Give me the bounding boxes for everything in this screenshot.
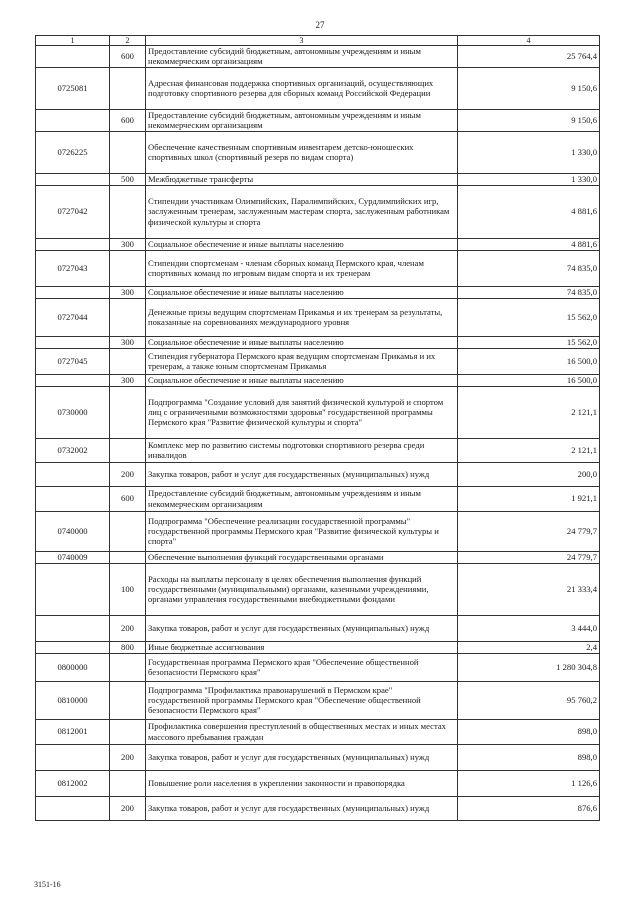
expense-description: Подпрограмма "Профилактика правонарушений в Пермском крае" государственной программы Пермского края "Обеспечение общественной безопасности Пермского края" bbox=[146, 681, 458, 719]
column-header-kind: 2 bbox=[110, 36, 146, 46]
table-row bbox=[36, 551, 600, 563]
table-row bbox=[36, 438, 600, 462]
expense-type-code bbox=[110, 681, 146, 719]
amount-value: 24 779,7 bbox=[458, 551, 600, 563]
amount-value: 74 835,0 bbox=[458, 286, 600, 298]
expense-type-code: 600 bbox=[110, 46, 146, 68]
amount-value: 1 126,6 bbox=[458, 770, 600, 796]
table-row bbox=[36, 511, 600, 551]
target-article-code: 0725081 bbox=[36, 67, 110, 109]
amount-value: 24 779,7 bbox=[458, 511, 600, 551]
table-row bbox=[36, 250, 600, 286]
target-article-code bbox=[36, 109, 110, 131]
expense-type-code bbox=[110, 551, 146, 563]
expense-description: Подпрограмма "Обеспечение реализации государственной программы" государственной программы Пермского края "Развитие физической культуры и спорта" bbox=[146, 511, 458, 551]
expense-description: Предоставление субсидий бюджетным, автономным учреждениям и иным некоммерческим организациям bbox=[146, 109, 458, 131]
target-article-code bbox=[36, 46, 110, 68]
amount-value: 74 835,0 bbox=[458, 250, 600, 286]
expense-description: Закупка товаров, работ и услуг для государственных (муниципальных) нужд bbox=[146, 796, 458, 820]
amount-value: 15 562,0 bbox=[458, 298, 600, 336]
table-row bbox=[36, 486, 600, 511]
expense-type-code: 300 bbox=[110, 238, 146, 250]
target-article-code bbox=[36, 486, 110, 511]
expense-type-code: 300 bbox=[110, 336, 146, 348]
expense-type-code bbox=[110, 131, 146, 173]
expense-description: Предоставление субсидий бюджетным, автономным учреждениям и иным некоммерческим организациям bbox=[146, 486, 458, 511]
target-article-code: 0727045 bbox=[36, 348, 110, 374]
amount-value: 876,6 bbox=[458, 796, 600, 820]
amount-value: 1 330,0 bbox=[458, 173, 600, 185]
expense-type-code: 100 bbox=[110, 563, 146, 615]
column-header-description: 3 bbox=[146, 36, 458, 46]
expense-type-code bbox=[110, 511, 146, 551]
expense-description: Закупка товаров, работ и услуг для государственных (муниципальных) нужд bbox=[146, 462, 458, 486]
expense-description: Иные бюджетные ассигнования bbox=[146, 641, 458, 653]
table-row bbox=[36, 238, 600, 250]
table-row bbox=[36, 185, 600, 238]
target-article-code bbox=[36, 374, 110, 386]
table-body bbox=[36, 46, 600, 821]
budget-table bbox=[35, 35, 600, 821]
target-article-code bbox=[36, 796, 110, 820]
expense-description: Расходы на выплаты персоналу в целях обеспечения выполнения функций государственными (муниципальными) органами, казенными учреждениями, органами управления государственными внебюджетными фондами bbox=[146, 563, 458, 615]
expense-type-code: 800 bbox=[110, 641, 146, 653]
table-row bbox=[36, 286, 600, 298]
target-article-code bbox=[36, 286, 110, 298]
target-article-code bbox=[36, 744, 110, 770]
expense-description: Стипендии спортсменам - членам сборных команд Пермского края, членам спортивных команд по игровым видам спорта и их тренерам bbox=[146, 250, 458, 286]
amount-value: 9 150,6 bbox=[458, 109, 600, 131]
target-article-code bbox=[36, 462, 110, 486]
expense-type-code bbox=[110, 348, 146, 374]
amount-value: 200,0 bbox=[458, 462, 600, 486]
target-article-code: 0740000 bbox=[36, 511, 110, 551]
expense-description: Повышение роли населения в укреплении законности и правопорядка bbox=[146, 770, 458, 796]
table-row bbox=[36, 109, 600, 131]
expense-description: Адресная финансовая поддержка спортивных организаций, осуществляющих подготовку спортивного резерва для сборных команд Российской Федерации bbox=[146, 67, 458, 109]
target-article-code bbox=[36, 641, 110, 653]
amount-value: 2 121,1 bbox=[458, 438, 600, 462]
expense-description: Стипендии участникам Олимпийских, Паралимпийских, Сурдлимпийских игр, заслуженным тренерам, заслуженным мастерам спорта, заслуженным работникам физической культуры и спорта bbox=[146, 185, 458, 238]
expense-type-code bbox=[110, 250, 146, 286]
table-row bbox=[36, 641, 600, 653]
expense-description: Предоставление субсидий бюджетным, автономным учреждениям и иным некоммерческим организациям bbox=[146, 46, 458, 68]
column-header-code: 1 bbox=[36, 36, 110, 46]
target-article-code bbox=[36, 238, 110, 250]
column-header-amount: 4 bbox=[458, 36, 600, 46]
expense-type-code: 600 bbox=[110, 109, 146, 131]
expense-type-code bbox=[110, 298, 146, 336]
target-article-code bbox=[36, 173, 110, 185]
expense-description: Стипендия губернатора Пермского края ведущим спортсменам Прикамья и их тренерам, а также юным спортсменам Прикамья bbox=[146, 348, 458, 374]
expense-type-code: 200 bbox=[110, 796, 146, 820]
amount-value: 4 881,6 bbox=[458, 238, 600, 250]
amount-value: 16 500,0 bbox=[458, 348, 600, 374]
expense-type-code bbox=[110, 770, 146, 796]
expense-type-code: 200 bbox=[110, 462, 146, 486]
expense-description: Обеспечение выполнения функций государственными органами bbox=[146, 551, 458, 563]
target-article-code bbox=[36, 615, 110, 641]
target-article-code: 0810000 bbox=[36, 681, 110, 719]
target-article-code: 0727044 bbox=[36, 298, 110, 336]
expense-type-code bbox=[110, 719, 146, 744]
expense-description: Социальное обеспечение и иные выплаты населению bbox=[146, 336, 458, 348]
expense-type-code: 300 bbox=[110, 374, 146, 386]
expense-description: Государственная программа Пермского края "Обеспечение общественной безопасности Пермского края" bbox=[146, 653, 458, 681]
expense-description: Подпрограмма "Создание условий для занятий физической культурой и спортом лиц с ограниченными возможностями здоровья" государственной программы Пермского края "Развитие физической культуры и спорта" bbox=[146, 386, 458, 438]
table-row bbox=[36, 348, 600, 374]
amount-value: 9 150,6 bbox=[458, 67, 600, 109]
table-row bbox=[36, 46, 600, 68]
table-row bbox=[36, 298, 600, 336]
target-article-code bbox=[36, 336, 110, 348]
expense-description: Социальное обеспечение и иные выплаты населению bbox=[146, 286, 458, 298]
expense-description: Денежные призы ведущим спортсменам Прикамья и их тренерам за результаты, показанные на соревнованиях международного уровня bbox=[146, 298, 458, 336]
expense-description: Межбюджетные трансферты bbox=[146, 173, 458, 185]
expense-type-code: 200 bbox=[110, 615, 146, 641]
table-row bbox=[36, 744, 600, 770]
table-row bbox=[36, 615, 600, 641]
table-row bbox=[36, 386, 600, 438]
amount-value: 25 764,4 bbox=[458, 46, 600, 68]
target-article-code: 0800000 bbox=[36, 653, 110, 681]
target-article-code: 0727043 bbox=[36, 250, 110, 286]
target-article-code: 0726225 bbox=[36, 131, 110, 173]
amount-value: 16 500,0 bbox=[458, 374, 600, 386]
table-row bbox=[36, 653, 600, 681]
target-article-code: 0732002 bbox=[36, 438, 110, 462]
target-article-code: 0812002 bbox=[36, 770, 110, 796]
table-row bbox=[36, 770, 600, 796]
table-row bbox=[36, 462, 600, 486]
table-row bbox=[36, 173, 600, 185]
amount-value: 3 444,0 bbox=[458, 615, 600, 641]
table-row bbox=[36, 374, 600, 386]
table-row bbox=[36, 131, 600, 173]
amount-value: 1 330,0 bbox=[458, 131, 600, 173]
expense-description: Социальное обеспечение и иные выплаты населению bbox=[146, 238, 458, 250]
target-article-code bbox=[36, 563, 110, 615]
expense-description: Обеспечение качественным спортивным инвентарем детско-юношеских спортивных школ (спортивный резерв по видам спорта) bbox=[146, 131, 458, 173]
target-article-code: 0740009 bbox=[36, 551, 110, 563]
target-article-code: 0812001 bbox=[36, 719, 110, 744]
table-header-row bbox=[36, 36, 600, 46]
expense-type-code: 600 bbox=[110, 486, 146, 511]
expense-type-code bbox=[110, 438, 146, 462]
table-row bbox=[36, 563, 600, 615]
expense-description: Закупка товаров, работ и услуг для государственных (муниципальных) нужд bbox=[146, 744, 458, 770]
amount-value: 15 562,0 bbox=[458, 336, 600, 348]
table-row bbox=[36, 719, 600, 744]
table-row bbox=[36, 681, 600, 719]
amount-value: 1 921,1 bbox=[458, 486, 600, 511]
expense-type-code bbox=[110, 653, 146, 681]
expense-description: Закупка товаров, работ и услуг для государственных (муниципальных) нужд bbox=[146, 615, 458, 641]
expense-type-code bbox=[110, 185, 146, 238]
amount-value: 95 760,2 bbox=[458, 681, 600, 719]
expense-type-code: 500 bbox=[110, 173, 146, 185]
amount-value: 2,4 bbox=[458, 641, 600, 653]
table-row bbox=[36, 796, 600, 820]
expense-type-code: 200 bbox=[110, 744, 146, 770]
expense-description: Профилактика совершения преступлений в общественных местах и иных местах массового пребывания граждан bbox=[146, 719, 458, 744]
table-row bbox=[36, 336, 600, 348]
target-article-code: 0730000 bbox=[36, 386, 110, 438]
table-row bbox=[36, 67, 600, 109]
expense-type-code bbox=[110, 386, 146, 438]
amount-value: 21 333,4 bbox=[458, 563, 600, 615]
amount-value: 898,0 bbox=[458, 744, 600, 770]
footer-document-code: 3151-16 bbox=[34, 880, 61, 889]
expense-type-code bbox=[110, 67, 146, 109]
expense-description: Социальное обеспечение и иные выплаты населению bbox=[146, 374, 458, 386]
expense-type-code: 300 bbox=[110, 286, 146, 298]
target-article-code: 0727042 bbox=[36, 185, 110, 238]
amount-value: 2 121,1 bbox=[458, 386, 600, 438]
page-number: 27 bbox=[315, 20, 325, 30]
expense-description: Комплекс мер по развитию системы подготовки спортивного резерва среди инвалидов bbox=[146, 438, 458, 462]
amount-value: 4 881,6 bbox=[458, 185, 600, 238]
amount-value: 1 280 304,8 bbox=[458, 653, 600, 681]
amount-value: 898,0 bbox=[458, 719, 600, 744]
